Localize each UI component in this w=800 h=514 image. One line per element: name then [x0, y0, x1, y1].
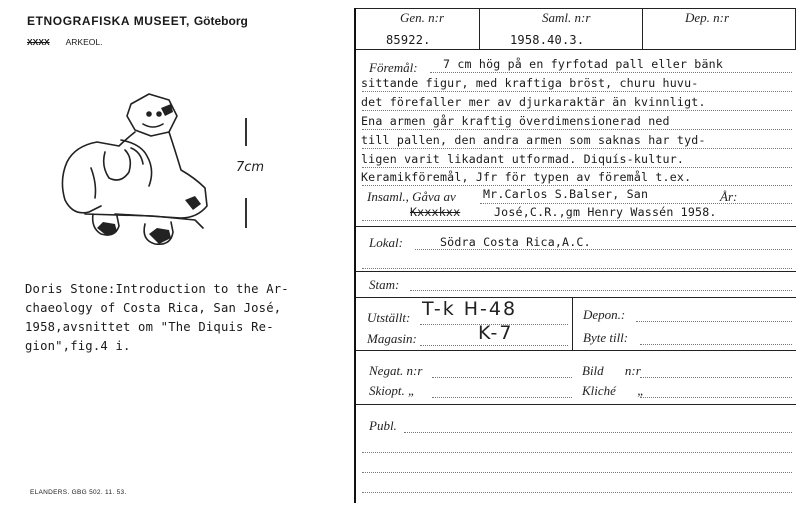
foremal-dotline: [430, 72, 792, 73]
bild-label-text: Bild: [582, 363, 604, 378]
publ-dotline: [404, 432, 792, 433]
insaml-dotline: [480, 203, 792, 204]
magasin-handwritten: K-7: [478, 322, 514, 344]
reference-line: gion",fig.4 i.: [25, 339, 131, 353]
publ-dotline: [362, 472, 792, 473]
bild-label: [582, 363, 641, 379]
foremal-dotline: [362, 110, 792, 111]
card-divider: [354, 8, 356, 503]
printer-mark: ELANDERS. GBG 502. 11. 53.: [30, 489, 127, 496]
stam-label: Stam:: [369, 277, 400, 292]
foremal-dotline: [362, 167, 792, 168]
museum-title: ETNOGRAFISKA MUSEET,: [27, 14, 190, 28]
number-sep-2: [642, 8, 643, 49]
foremal-line: det förefaller mer av djurkaraktär än kvinnligt.: [361, 95, 706, 109]
department-label: ARKEOL.: [65, 37, 103, 47]
storage-dotline: [420, 345, 568, 346]
foremal-line: ligen varit likadant utformad. Diquís-kultur.: [361, 152, 685, 166]
insaml-value2: José,C.R.,gm Henry Wassén 1958.: [494, 205, 717, 219]
storage-dotline: [636, 321, 792, 322]
foremal-dotline: [362, 185, 792, 186]
number-row-top-border: [356, 8, 796, 9]
stam-dotline: [410, 290, 792, 291]
number-row-right-border: [795, 8, 796, 49]
number-row-bottom-border: [356, 49, 796, 50]
figurine-sketch: [45, 88, 215, 258]
photo-dotline: [640, 397, 792, 398]
insaml-label: Insaml., Gåva av: [367, 189, 456, 204]
skiopt-label: Skiopt. „: [369, 383, 416, 398]
storage-dotline: [420, 324, 568, 325]
section-line: [356, 404, 796, 405]
museum-name: [27, 14, 248, 28]
foremal-line: 7 cm hög på en fyrfotad pall eller bänk: [443, 57, 724, 71]
kliche-label-suffix: „: [637, 383, 645, 398]
foremal-dotline: [362, 129, 792, 130]
department: [27, 37, 102, 47]
section-line: [356, 226, 796, 227]
measure-mark-bottom: [245, 198, 247, 228]
utstallt-label: Utställt:: [367, 310, 411, 325]
museum-city: Göteborg: [193, 14, 248, 28]
insaml-value: Mr.Carlos S.Balser, San: [483, 187, 649, 201]
depon-label: Depon.:: [583, 307, 626, 322]
kliche-label-text: Kliché: [582, 383, 616, 398]
publ-dotline: [362, 492, 792, 493]
foremal-line: Keramikföremål, Jfr för typen av föremål t.ex.: [361, 170, 692, 184]
photo-dotline: [640, 377, 792, 378]
saml-nr-value: 1958.40.3.: [510, 33, 585, 47]
foremal-label: Föremål:: [369, 60, 418, 75]
size-note: 7cm: [236, 160, 265, 175]
storage-sep: [572, 298, 573, 350]
storage-dotline: [640, 344, 792, 345]
byte-label: Byte till:: [583, 330, 629, 345]
photo-dotline: [432, 397, 572, 398]
foremal-line: sittande figur, med kraftiga bröst, churu huvu-: [361, 76, 699, 90]
reference-line: 1958,avsnittet om "The Diquis Re-: [25, 320, 274, 334]
section-line: [356, 350, 796, 351]
saml-nr-label: Saml. n:r: [542, 10, 591, 25]
magasin-label: Magasin:: [367, 331, 417, 346]
reference-line: chaeology of Costa Rica, San José,: [25, 301, 282, 315]
section-line: [356, 271, 796, 272]
publ-label: Publ.: [369, 418, 397, 433]
photo-dotline: [432, 377, 572, 378]
lokal-dotline: [362, 268, 792, 269]
foremal-dotline: [362, 91, 792, 92]
lokal-dotline: [415, 249, 792, 250]
insaml-struck: Kxxxkxx: [410, 205, 461, 219]
gen-nr-label: Gen. n:r: [400, 10, 445, 25]
reference-line: Doris Stone:Introduction to the Ar-: [25, 282, 289, 296]
lokal-label: Lokal:: [369, 235, 403, 250]
department-struck: XXXX: [27, 37, 50, 47]
dep-nr-label: Dep. n:r: [685, 10, 730, 25]
number-sep-1: [479, 8, 480, 49]
lokal-value: Södra Costa Rica,A.C.: [440, 235, 591, 249]
foremal-dotline: [362, 148, 792, 149]
foremal-line: till pallen, den andra armen som saknas har tyd-: [361, 133, 706, 147]
kliche-label: [582, 383, 644, 399]
measure-mark-top: [245, 118, 247, 146]
insaml-dotline: [362, 220, 792, 221]
publ-dotline: [362, 452, 792, 453]
negat-label: Negat. n:r: [369, 363, 423, 378]
ar-label: År:: [720, 189, 738, 204]
bild-label-suffix: n:r: [624, 363, 641, 378]
foremal-line: Ena armen går kraftig överdimensionerad ned: [361, 114, 670, 128]
utstallt-handwritten: T-k H-48: [422, 298, 518, 320]
reference-text: [25, 280, 289, 356]
gen-nr-value: 85922.: [386, 33, 431, 47]
